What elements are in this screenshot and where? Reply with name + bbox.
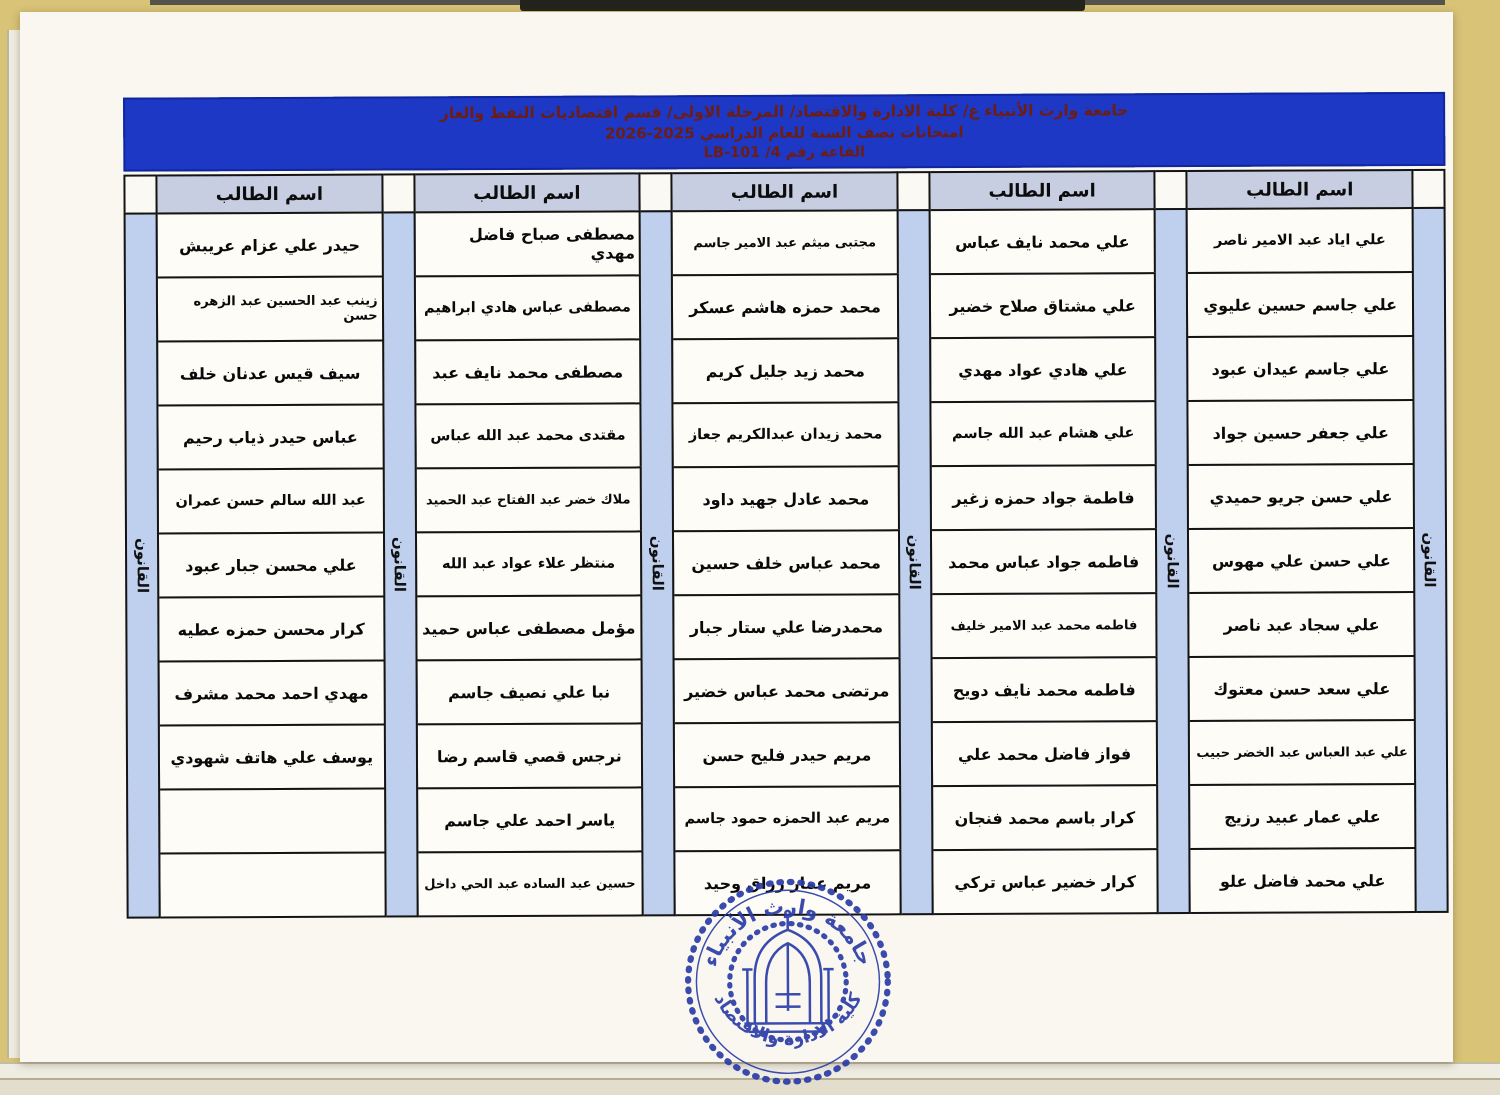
student-name-cell: فاطمه محمد عبد الامير خليف (930, 592, 1158, 659)
law-side-strip (639, 172, 676, 916)
student-name-cell: علي جاسم حسين عليوي (1186, 271, 1414, 338)
student-name-cell: مقتدى محمد عبد الله عباس (414, 402, 642, 469)
student-name-cell: كرار محسن حمزه عطيه (157, 596, 385, 663)
law-strip-cell (896, 209, 933, 915)
scanned-page (20, 12, 1453, 1062)
law-side-strip (1411, 169, 1448, 913)
student-name-cell: نرجس قصي قاسم رضا (415, 722, 643, 789)
strip-header-spacer (1154, 170, 1188, 210)
student-name-cell: فاطمه جواد عباس محمد (930, 528, 1158, 595)
law-side-strip (1154, 170, 1191, 914)
student-name-cell: فواز فاضل محمد علي (931, 720, 1159, 787)
student-name-cell: فاطمة جواد حمزه زغير (930, 464, 1158, 531)
strip-header-spacer (381, 173, 415, 213)
law-strip-label: القانون (648, 535, 667, 591)
law-side-strip (123, 175, 160, 919)
student-name-cell: علي محمد فاضل علو (1189, 847, 1417, 914)
column-header-student-name: اسم الطالب (155, 174, 383, 215)
student-name-cell: حيدر علي عزام عريبش (156, 212, 384, 279)
student-name-cell: سيف قيس عدنان خلف (156, 340, 384, 407)
student-name-cell: محمد زيد جليل كريم (671, 337, 899, 404)
page-content (18, 9, 1456, 1065)
student-name-cell (158, 852, 386, 919)
student-name-cell: عبد الله سالم حسن عمران (157, 468, 385, 535)
student-name-cell: نبا علي نصيف جاسم (415, 658, 643, 725)
student-name-cell: ملاك خضر عبد الفتاح عبد الحميد (414, 466, 642, 533)
law-strip-cell (1154, 208, 1191, 914)
header-line-university: جامعة وارث الأنبياء ع/ كلية الادارة والاقتصاد/ المرحلة الاولى/ قسم اقتصاديات النفط والغاز (439, 101, 1129, 123)
student-name-cell: علي عبد العباس عبد الخضر حبيب (1188, 719, 1416, 786)
student-name-cell: علي محمد نايف عباس (928, 208, 1156, 275)
student-name-cell: محمد زيدان عبدالكريم جعاز (672, 401, 900, 468)
column-header-student-name: اسم الطالب (928, 170, 1156, 211)
law-strip-label: القانون (133, 538, 152, 594)
student-name-cell: مؤمل مصطفى عباس حميد (415, 594, 643, 661)
student-name-cell (158, 788, 386, 855)
student-name-cell: عباس حيدر ذياب رحيم (156, 404, 384, 471)
student-name-cell: محمدرضا علي ستار جبار (672, 593, 900, 660)
student-name-cell: حسين عبد الساده عبد الحي داخل (416, 850, 644, 917)
student-name-cell: مريم عمار رزاق وحيد (674, 849, 902, 916)
student-name-cell: علي سعد حسن معتوك (1188, 655, 1416, 722)
student-name-cell: علي اياد عبد الامير ناصر (1186, 207, 1414, 274)
document-header-banner (123, 92, 1445, 172)
student-name-cell: مصطفى عباس هادي ابراهيم (413, 274, 641, 341)
student-name-cell: علي محسن جبار عبود (157, 532, 385, 599)
student-name-cell: علي جاسم عيدان عبود (1187, 335, 1415, 402)
student-name-cell: علي حسن علي مهوس (1187, 527, 1415, 594)
law-side-strip (381, 173, 418, 917)
student-name-cell: مرتضى محمد عباس خضير (673, 657, 901, 724)
strip-header-spacer (1411, 169, 1445, 209)
student-name-cell: علي سجاد عبد ناصر (1188, 591, 1416, 658)
law-strip-cell (124, 213, 161, 919)
student-name-cell: علي هادي عواد مهدي (929, 336, 1157, 403)
student-name-cell: علي جعفر حسين جواد (1187, 399, 1415, 466)
student-name-cell: محمد حمزه هاشم عسكر (671, 273, 899, 340)
student-name-cell: مجتبى ميثم عبد الامير جاسم (671, 209, 899, 276)
law-strip-label: القانون (905, 534, 925, 590)
law-side-strip (896, 171, 933, 915)
student-name-cell: علي عمار عبيد رزيج (1188, 783, 1416, 850)
law-strip-cell (1412, 207, 1449, 913)
student-name-cell: علي مشتاق صلاح خضير (929, 272, 1157, 339)
column-header-student-name: اسم الطالب (671, 171, 899, 212)
student-name-cell: مريم عبد الحمزه حمود جاسم (673, 785, 901, 852)
strip-header-spacer (896, 171, 930, 211)
student-name-cell: مصطفى صباح فاضل مهدي (413, 210, 641, 277)
stamp-mosque-icon (742, 911, 834, 1032)
student-name-cell: يوسف علي هاتف شهودي (158, 724, 386, 791)
student-name-cell: منتظر علاء عواد عبد الله (415, 530, 643, 597)
student-names-column (413, 172, 644, 917)
student-name-cell: كرار خضير عباس تركي (931, 848, 1159, 915)
student-names-column (928, 170, 1159, 915)
header-line-exam: امتحانات نصف السنة للعام الدراسي 2025-2026 (604, 123, 964, 143)
student-name-cell: مريم حيدر فليح حسن (673, 721, 901, 788)
student-names-column (155, 174, 386, 919)
strip-header-spacer (123, 175, 157, 215)
column-header-student-name: اسم الطالب (1186, 169, 1414, 210)
law-strip-label: القانون (390, 536, 409, 593)
student-name-cell: كرار باسم محمد فنجان (931, 784, 1159, 851)
student-name-cell: فاطمه محمد نايف دويح (930, 656, 1158, 723)
scanner-edge-bar (520, 0, 1085, 11)
student-name-cell: مهدي احمد محمد مشرف (158, 660, 386, 727)
students-table (123, 169, 1448, 919)
stamp-bottom-text: كلية الادارة والاقتصاد (709, 990, 867, 1050)
student-name-cell: علي حسن جريو حميدي (1187, 463, 1415, 530)
strip-header-spacer (639, 172, 673, 212)
student-name-cell: محمد عادل جهيد داود (672, 465, 900, 532)
stamp-top-text: جامعة وارث الأنبياء (697, 893, 878, 970)
header-line-room: القاعة رقم 4/ LB-101 (703, 144, 866, 162)
student-name-cell: ياسر احمد علي جاسم (416, 786, 644, 853)
law-strip-cell (381, 211, 418, 917)
column-header-student-name: اسم الطالب (413, 172, 641, 213)
law-strip-label: القانون (1420, 532, 1440, 588)
student-names-column (671, 171, 902, 916)
university-stamp (681, 877, 894, 1086)
student-name-cell: مصطفى محمد نايف عبد (414, 338, 642, 405)
law-strip-cell (639, 210, 676, 916)
student-name-cell: زينب عبد الحسين عبد الزهره حسن (156, 276, 384, 343)
student-name-cell: محمد عباس خلف حسين (672, 529, 900, 596)
law-strip-label: القانون (1163, 533, 1182, 589)
student-name-cell: علي هشام عبد الله جاسم (929, 400, 1157, 467)
student-names-column (1186, 169, 1417, 914)
